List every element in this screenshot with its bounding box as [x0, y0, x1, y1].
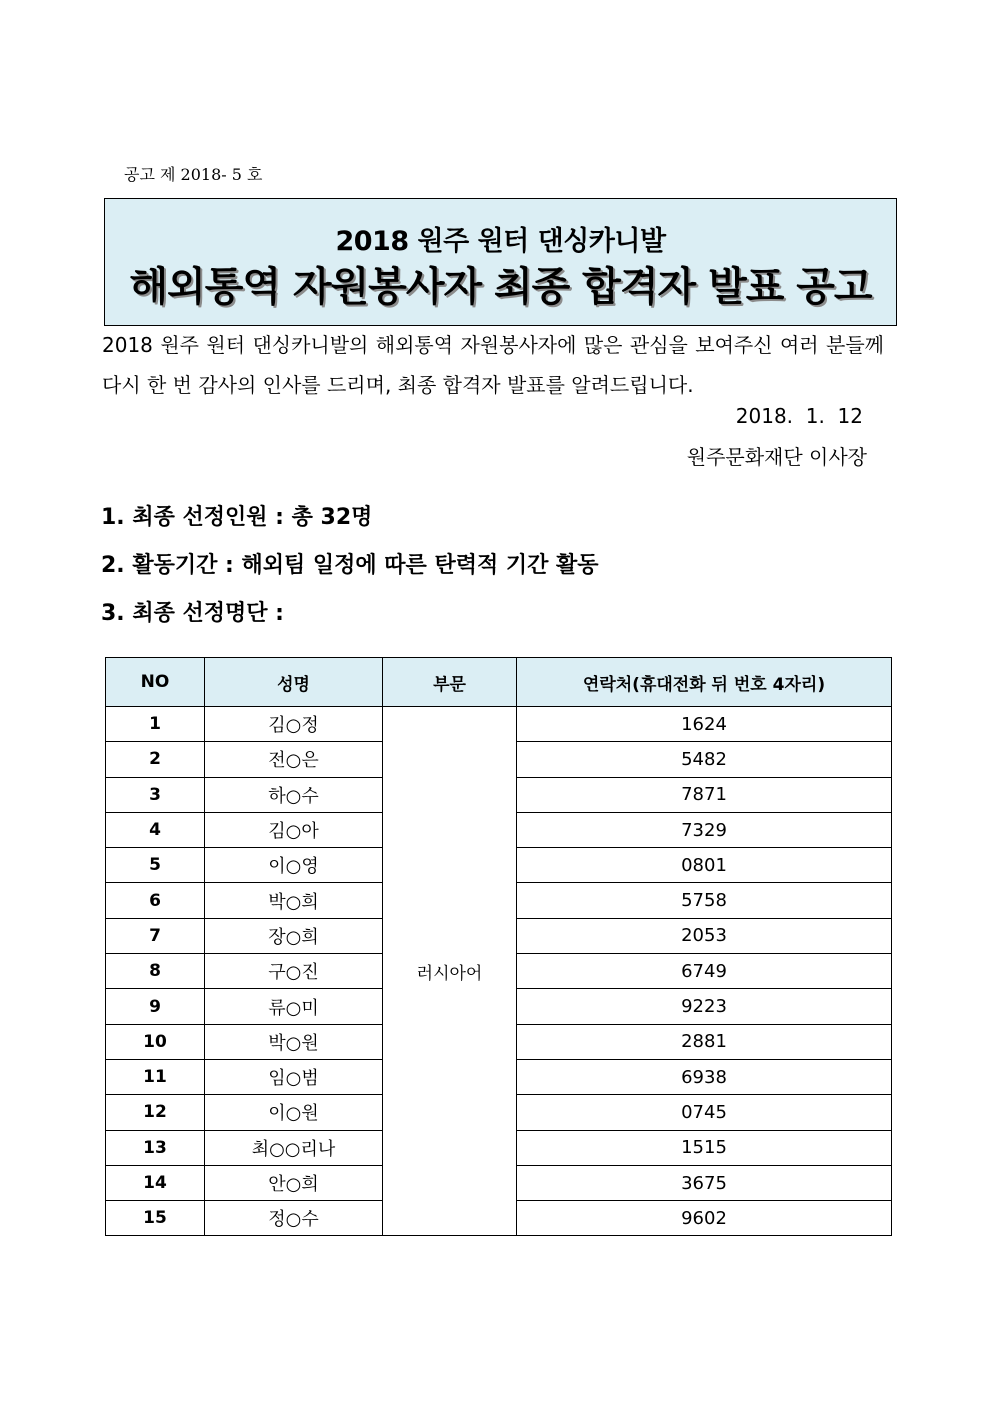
row-no: 8 — [106, 954, 205, 989]
row-no: 15 — [106, 1201, 205, 1236]
row-phone: 0745 — [517, 1095, 892, 1130]
row-phone: 1624 — [517, 707, 892, 742]
header-name: 성명 — [205, 658, 383, 707]
title-line2: 해외통역 자원봉사자 최종 합격자 발표 공고 — [129, 264, 872, 310]
announcement-date: 2018. 1. 12 — [735, 404, 863, 428]
item-selected-count: 1. 최종 선정인원 : 총 32명 — [101, 505, 373, 530]
row-no: 11 — [106, 1059, 205, 1094]
row-name: 최○○리나 — [205, 1130, 383, 1165]
row-no: 5 — [106, 848, 205, 883]
issuer: 원주문화재단 이사장 — [686, 445, 867, 469]
row-phone: 5482 — [517, 742, 892, 777]
item-selection-list: 3. 최종 선정명단 : — [101, 601, 284, 626]
row-phone: 3675 — [517, 1165, 892, 1200]
row-no: 6 — [106, 883, 205, 918]
row-name: 안○희 — [205, 1165, 383, 1200]
row-name: 김○정 — [205, 707, 383, 742]
table-header-row — [106, 658, 892, 707]
row-no: 1 — [106, 707, 205, 742]
row-no: 7 — [106, 918, 205, 953]
row-no: 4 — [106, 812, 205, 847]
row-name: 장○희 — [205, 918, 383, 953]
row-no: 14 — [106, 1165, 205, 1200]
row-phone: 9602 — [517, 1201, 892, 1236]
row-name: 박○희 — [205, 883, 383, 918]
row-phone: 5758 — [517, 883, 892, 918]
header-section: 부문 — [383, 658, 517, 707]
row-no: 12 — [106, 1095, 205, 1130]
row-phone: 0801 — [517, 848, 892, 883]
item-activity-period: 2. 활동기간 : 해외팀 일정에 따른 탄력적 기간 활동 — [101, 553, 599, 578]
row-phone: 2053 — [517, 918, 892, 953]
row-phone: 2881 — [517, 1024, 892, 1059]
row-phone: 1515 — [517, 1130, 892, 1165]
row-no: 10 — [106, 1024, 205, 1059]
row-name: 김○아 — [205, 812, 383, 847]
results-table — [105, 657, 892, 1236]
row-phone: 7329 — [517, 812, 892, 847]
row-name: 임○범 — [205, 1059, 383, 1094]
row-name: 하○수 — [205, 777, 383, 812]
title-box — [104, 198, 897, 326]
row-no: 2 — [106, 742, 205, 777]
row-name: 이○영 — [205, 848, 383, 883]
row-name: 박○원 — [205, 1024, 383, 1059]
row-no: 13 — [106, 1130, 205, 1165]
row-name: 이○원 — [205, 1095, 383, 1130]
table-row — [106, 707, 892, 742]
row-section: 러시아어 — [383, 707, 517, 1236]
row-no: 9 — [106, 989, 205, 1024]
row-phone: 6749 — [517, 954, 892, 989]
intro-paragraph: 2018 원주 원터 댄싱카니발의 해외통역 자원봉사자에 많은 관심을 보여주신 여러 분들께 다시 한 번 감사의 인사를 드리며, 최종 합격자 발표를 알려드립니다. — [102, 333, 884, 397]
row-name: 전○은 — [205, 742, 383, 777]
notice-number: 공고 제 2018- 5 호 — [124, 165, 263, 184]
row-name: 정○수 — [205, 1201, 383, 1236]
header-no: NO — [106, 658, 205, 707]
row-name: 구○진 — [205, 954, 383, 989]
row-no: 3 — [106, 777, 205, 812]
row-name: 류○미 — [205, 989, 383, 1024]
row-phone: 6938 — [517, 1059, 892, 1094]
row-phone: 7871 — [517, 777, 892, 812]
row-phone: 9223 — [517, 989, 892, 1024]
title-line1: 2018 원주 원터 댄싱카니발 — [335, 226, 666, 257]
header-phone: 연락처(휴대전화 뒤 번호 4자리) — [517, 658, 892, 707]
